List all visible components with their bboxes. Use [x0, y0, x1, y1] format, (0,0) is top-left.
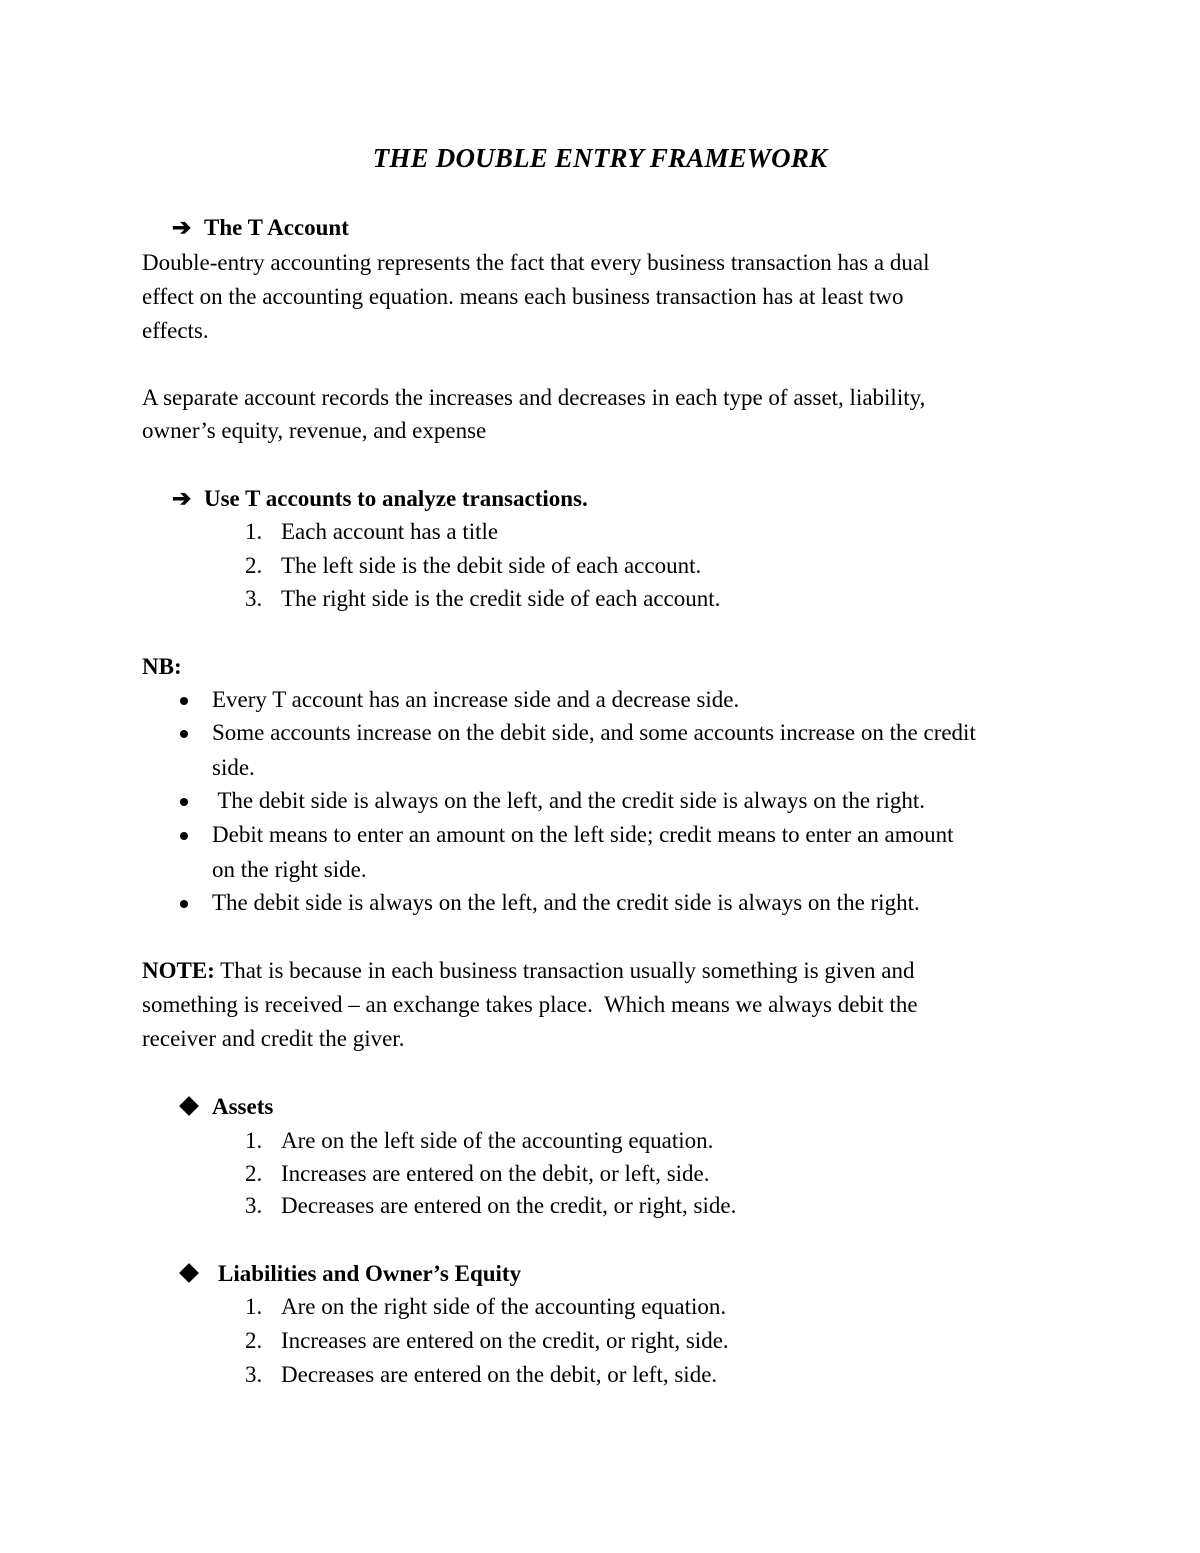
heading-assets: Assets [212, 1094, 274, 1119]
bullet-icon [180, 900, 188, 908]
paragraph-line: owner’s equity, revenue, and expense [142, 418, 487, 443]
bullet-text: Debit means to enter an amount on the left side; credit means to enter an amount [212, 822, 954, 847]
bullet-text: Every T account has an increase side and a decrease side. [212, 687, 740, 712]
list-item: 3. The right side is the credit side of each account. [245, 586, 721, 611]
list-item: 2. Increases are entered on the debit, or left, side. [245, 1161, 710, 1186]
bullet-text-continued: on the right side. [212, 857, 367, 882]
list-item: 2. Increases are entered on the credit, or right, side. [245, 1328, 729, 1353]
bullet-text: Some accounts increase on the debit side, and some accounts increase on the credit [212, 720, 976, 745]
bullet-icon [180, 832, 188, 840]
nb-label: NB: [142, 654, 182, 679]
list-item: 1. Each account has a title [245, 519, 499, 544]
heading-t-account [172, 213, 349, 243]
page-title: THE DOUBLE ENTRY FRAMEWORK [372, 143, 828, 173]
heading-use-t-accounts [172, 484, 588, 514]
heading-use-t-accounts-text: Use T accounts to analyze transactions. [204, 486, 588, 511]
bullet-icon [180, 697, 188, 705]
arrow-right-icon: ➔ [172, 486, 192, 511]
arrow-right-icon: ➔ [172, 215, 192, 240]
list-item: 1. Are on the right side of the accounting equation. [245, 1294, 727, 1319]
paragraph-line: A separate account records the increases and decreases in each type of asset, liability, [142, 385, 926, 410]
list-item: 3. Decreases are entered on the credit, or right, side. [245, 1193, 737, 1218]
paragraph-line: Double-entry accounting represents the fact that every business transaction has a dual [142, 250, 930, 275]
note-label: NOTE: [142, 958, 215, 983]
diamond-bullet-icon [179, 1096, 199, 1116]
bullet-text-continued: side. [212, 755, 255, 780]
list-item: 1. Are on the left side of the accounting equation. [245, 1128, 714, 1153]
heading-liabilities: Liabilities and Owner’s Equity [218, 1261, 522, 1286]
diamond-bullet-icon [179, 1263, 199, 1283]
note-line: receiver and credit the giver. [142, 1026, 405, 1051]
bullet-icon [180, 730, 188, 738]
bullet-icon [180, 798, 188, 806]
heading-t-account-text: The T Account [204, 215, 349, 240]
bullet-text: The debit side is always on the left, and the credit side is always on the right. [212, 788, 926, 813]
bullet-text: The debit side is always on the left, and the credit side is always on the right. [212, 890, 920, 915]
list-item: 3. Decreases are entered on the debit, or left, side. [245, 1362, 718, 1387]
paragraph-line: effects. [142, 318, 209, 343]
list-item: 2. The left side is the debit side of each account. [245, 553, 702, 578]
note-line: NOTE: That is because in each business transaction usually something is given and [142, 958, 915, 983]
note-line: something is received – an exchange takes place. Which means we always debit the [142, 992, 918, 1017]
paragraph-line: effect on the accounting equation. means each business transaction has at least two [142, 284, 904, 309]
